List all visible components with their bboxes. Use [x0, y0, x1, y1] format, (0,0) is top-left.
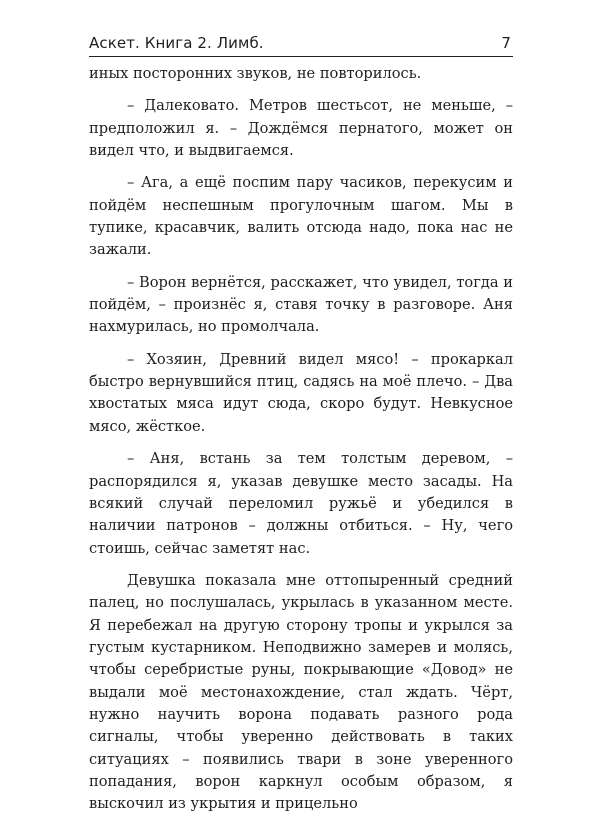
- paragraph: Девушка показала мне оттопыренный средний палец, но послушалась, укрылась в указанном месте. Я перебежал на другую сторону тропы и укрылся за густым кустарником. Неподвижно замерев и молясь, чтобы серебристые руны, покрывающие «Довод» не выдали моё местонахождение, стал ждать. Чёрт, нужно научить ворона подавать разного рода сигналы, чтобы уверенно действовать в таких ситуациях – появились твари в зоне уверенного попадания, ворон каркнул особым образом, я выскочил из укрытия и прицельно: [89, 571, 513, 813]
- header-rule: [89, 56, 513, 57]
- paragraph: – Далековато. Метров шестьсот, не меньше, – предположил я. – Дождёмся пернатого, может он видел что, и выдвигаемся.: [89, 97, 513, 160]
- book-title: Аскет. Книга 2. Лимб.: [89, 34, 264, 52]
- paragraph-continued: иных посторонних звуков, не повторилось.: [89, 65, 422, 82]
- paragraph: – Ага, а ещё поспим пару часиков, перекусим и пойдём неспешным прогулочным шагом. Мы в тупике, красавчик, валить отсюда надо, пока нас не зажали.: [89, 174, 513, 259]
- body-text: [89, 63, 513, 816]
- page-number: 7: [501, 34, 511, 52]
- paragraph: – Хозяин, Древний видел мясо! – прокаркал быстро вернувшийся птиц, садясь на моё плечо. – Два хвостатых мяса идут сюда, скоро будут. Невкусное мясо, жёсткое.: [89, 350, 513, 435]
- paragraph: – Аня, встань за тем толстым деревом, – распорядился я, указав девушке место засады. На всякий случай переломил ружьё и убедился в наличии патронов – должны отбиться. – Ну, чего стоишь, сейчас заметят нас.: [89, 450, 513, 557]
- running-header: [89, 30, 513, 52]
- paragraph: – Ворон вернётся, расскажет, что увидел, тогда и пойдём, – произнёс я, ставя точку в разговоре. Аня нахмурилась, но промолчала.: [89, 273, 513, 336]
